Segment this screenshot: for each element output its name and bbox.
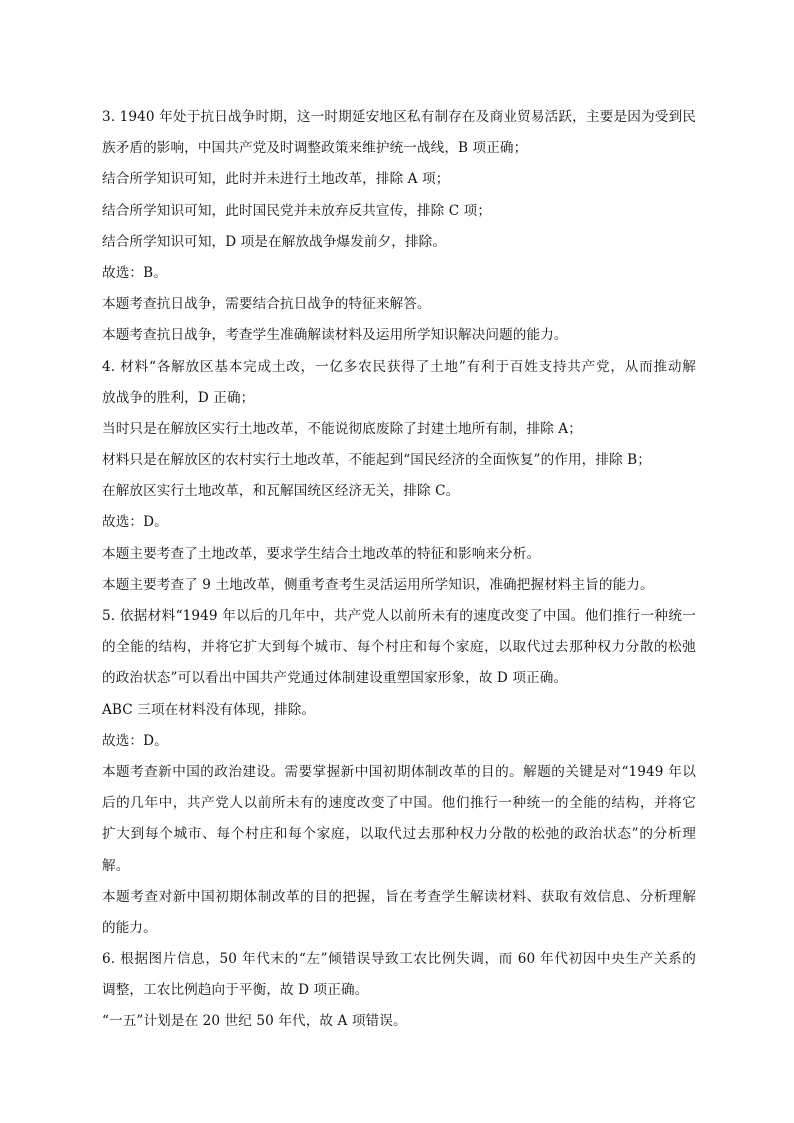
text-line: 4. 材料“各解放区基本完成土改，一亿多农民获得了土地”有利于百姓支持共产党，从而推动解 xyxy=(102,358,696,375)
text-line: 本题考查对新中国初期体制改革的目的把握，旨在考查学生解读材料、获取有效信息、分析理解 xyxy=(102,888,696,905)
text-line: 族矛盾的影响，中国共产党及时调整政策来维护统一战线，B 项正确； xyxy=(102,140,528,157)
text-line: 的能力。 xyxy=(102,919,157,936)
text-line: 后的几年中，共产党人以前所未有的速度改变了中国。他们推行一种统一的全能的结构，并将它 xyxy=(102,795,696,812)
text-line: 3. 1940 年处于抗日战争时期，这一时期延安地区私有制存在及商业贸易活跃，主要是因为受到民 xyxy=(102,109,696,125)
text-line: 结合所学知识可知，D 项是在解放战争爆发前夕，排除。 xyxy=(102,233,447,250)
text-line: 在解放区实行土地改革，和瓦解国统区经济无关，排除 C。 xyxy=(102,483,460,500)
text-line: 的政治状态”可以看出中国共产党通过体制建设重塑国家形象，故 D 项正确。 xyxy=(102,670,568,687)
text-line: 的全能的结构，并将它扩大到每个城市、每个村庄和每个家庭，以取代过去那种权力分散的松弛 xyxy=(102,639,696,656)
text-line: 当时只是在解放区实行土地改革，不能说彻底废除了封建土地所有制，排除 A； xyxy=(102,420,582,437)
text-line: 放战争的胜利，D 正确； xyxy=(102,389,255,406)
text-line: 故选：D。 xyxy=(102,514,168,531)
text-line: 本题考查抗日战争，需要结合抗日战争的特征来解答。 xyxy=(102,296,431,313)
text-line: 结合所学知识可知，此时并未进行土地改革，排除 A 项； xyxy=(102,171,450,188)
text-line: 解。 xyxy=(102,857,130,874)
text-line: 调整，工农比例趋向于平衡，故 D 项正确。 xyxy=(102,982,369,999)
document-body xyxy=(102,102,696,1038)
text-line: 本题主要考查了土地改革，要求学生结合土地改革的特征和影响来分析。 xyxy=(102,545,541,562)
text-line: 本题考查新中国的政治建设。需要掌握新中国初期体制改革的目的。解题的关键是对“1949 年以 xyxy=(102,763,696,780)
text-line: 故选：D。 xyxy=(102,732,168,749)
text-line: 故选：B。 xyxy=(102,264,167,281)
text-line: ABC 三项在材料没有体现，排除。 xyxy=(102,701,316,718)
text-line: 5. 依据材料“1949 年以后的几年中，共产党人以前所未有的速度改变了中国。他们推行一种统一 xyxy=(102,608,696,624)
text-line: 6. 根据图片信息，50 年代末的“左”倾错误导致工农比例失调，而 60 年代初因中央生产关系的 xyxy=(102,951,696,968)
text-line: “一五”计划是在 20 世纪 50 年代，故 A 项错误。 xyxy=(102,1013,407,1030)
text-line: 本题考查抗日战争，考查学生准确解读材料及运用所学知识解决问题的能力。 xyxy=(102,327,568,344)
text-line: 材料只是在解放区的农村实行土地改革，不能起到“国民经济的全面恢复”的作用，排除 B； xyxy=(102,452,651,469)
text-line: 本题主要考查了 9 土地改革，侧重考查考生灵活运用所学知识，准确把握材料主旨的能力。 xyxy=(102,576,654,593)
text-line: 结合所学知识可知，此时国民党并未放弃反共宣传，排除 C 项； xyxy=(102,202,492,219)
text-line: 扩大到每个城市、每个村庄和每个家庭，以取代过去那种权力分散的松弛的政治状态”的分析理 xyxy=(102,826,696,843)
